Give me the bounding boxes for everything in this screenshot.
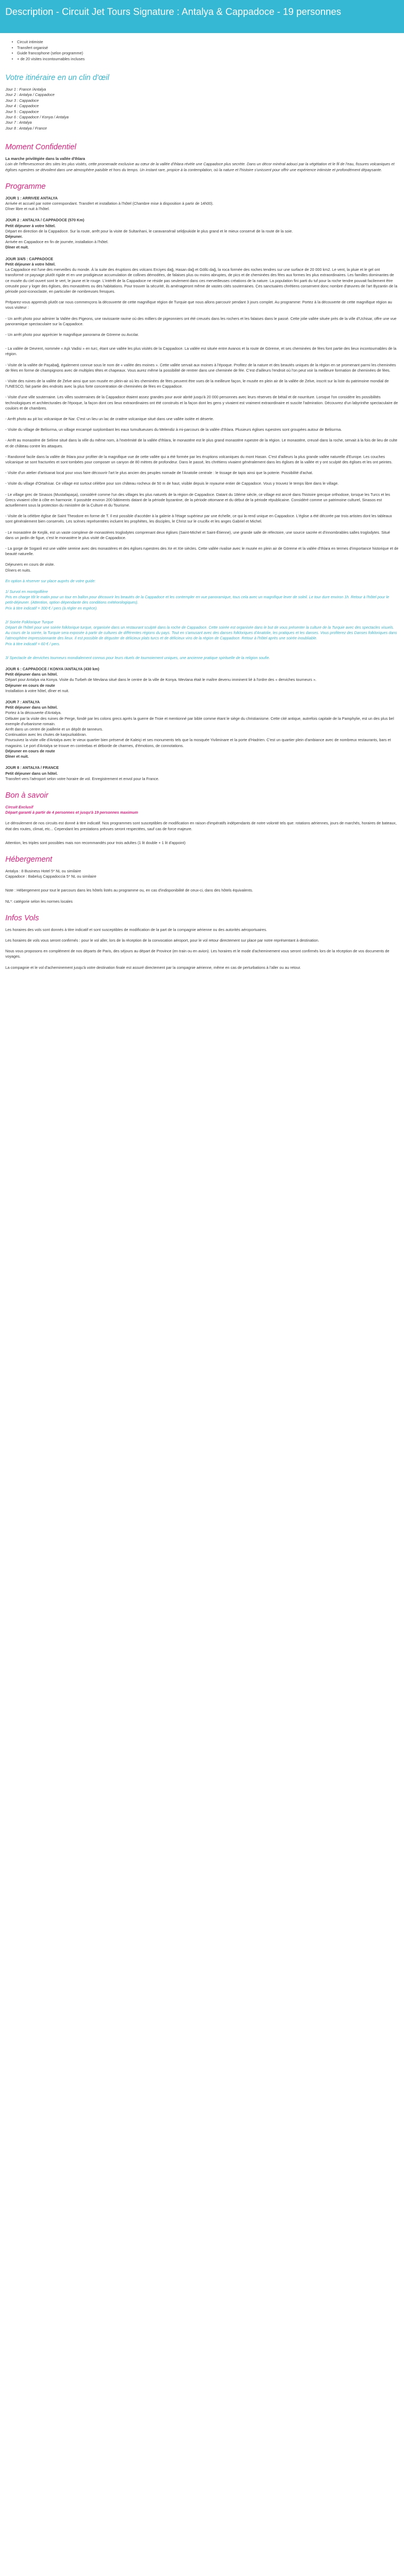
day-8-title: JOUR 8 : ANTALYA / FRANCE (5, 765, 59, 771)
day-345-title: JOUR 3/4/5 : CAPPADOCE (5, 256, 53, 261)
day-345 (5, 256, 399, 661)
day-345-bullet: - La vallée de Devrent, nommée « Aşk Vadisi » en turc, étant une vallée les plus visités de la Cappadoce. La vallée est située entre Avanos et la route de Göreme, et ses cheminées de fées font partie des lieux incontournables de la région. (5, 346, 397, 357)
day-345-bullet: - Un arrêt photo pour apprécier le magnifique panorama de Göreme ou Avcılar. (5, 332, 139, 337)
day-8 (5, 765, 399, 782)
itinerary-day: Jour 6 : Cappadoce / Konya / Antalya (5, 115, 69, 120)
itinerary-day: Jour 5 : Cappadoce (5, 109, 39, 114)
day-7-text: Portez à la découverte d'Antalya. (5, 710, 62, 716)
day-6-breakfast: Petit déjeuner dans un hôtel. (5, 672, 58, 677)
day-345-breakfast: Petit déjeuner à votre hôtel. (5, 261, 56, 267)
moment-subtitle: La marche privilégiée dans la vallée d'Ihlara (5, 156, 85, 162)
programme-title: Programme (5, 182, 46, 191)
bon-savoir-text: Attention, les triples sont possibles mais non recommandés pour trois adultes (1 lit double + 1 lit d'appoint) (5, 840, 185, 845)
option-2-price: Prix à titre indicatif = 60 € / pers. (5, 641, 60, 646)
inclusion-item: • Guide francophone (selon programme) (12, 51, 399, 57)
itinerary-day: Jour 7 : Antalya (5, 120, 32, 125)
day-2-lunch: Déjeuner. (5, 234, 23, 239)
day-345-bullet: - La gorge de Soganli est une vallée sereine avec des monastères et des églises rupestres des Xe et XIe siècles. Cette vallée rivalise avec le musée en plein air de Göreme et la vallée d'Ihlara en termes d'importance historique et de beauté naturelle. (5, 546, 399, 557)
day-345-bullet: - Arrêt photo au pit loc volcanique de Nar. C'est un lieu un lac de cratère volcanique situé dans une vallée isolée et déserte. (5, 416, 214, 421)
day-2-arrival: Arrivée en Cappadoce en fin de journée, installation à l'hôtel. (5, 239, 109, 245)
day-345-bullet: - Visite d'une ville souterraine. Les villes souterraines de la Cappadoce étaient assez grandes pour avoir abrité jusqu'à 20 000 personnes avec leurs réserves de bétail et de nourriture. Lorsque l'on considère les possibilités technologiques et architecturales de l'époque, la façon dont ces lieux extraordinaires ont été construits et la façon dont les gens y vivaient est vraiment extraordinaire et suscite l'admiration. Découvrez d'un labyrinthe spectaculaire de couloirs et de chambres. (5, 395, 398, 411)
options-intro: En option à réserver sur place auprès de votre guide: (5, 578, 96, 583)
day-7-lunch: Déjeuner en cours de route (5, 748, 55, 753)
day-7-dinner: Dîner et nuit. (5, 754, 29, 759)
hebergement-line: Cappadoce : Babeluş Cappadoccia 5* NL ou similaire (5, 874, 96, 879)
option-1-title: 1/ Survol en montgolfière (5, 589, 48, 595)
inclusion-item: • Circuit intimiste (12, 39, 399, 45)
day-345-bullet: - Visite de la célèbre église de Saint Theodore en forme de T. Il est possible d'accéder à la galerie à l'étage supérieur par une échelle, ce qui la rend unique en Cappadoce. L'église a été décorée par trois artistes dont les tableaux sont généralement bien conservés. Les scènes représentées incluent les prophètes, les disciples, le Christ sur le crucifix et les anges Gabriel et Michel. (5, 513, 392, 524)
day-1-line: Arrivée et accueil par notre correspondant. Transfert et installation à l'hôtel (Chambre mise à disposition à partir de 14h00). (5, 201, 214, 206)
day-2-title: JOUR 2 : ANTALYA / CAPPADOCE (570 Km) (5, 218, 85, 223)
day-345-bullet: - Le monastère de Keşlik, est un vaste complexe de monastères troglodytes comprenant deux églises (Saint-Michel et Saint-Étienne), une grande salle de réfectoire, une source sacrée et d'innombrables salles troglodytes. Situé dans un jardin de figue, c'est le monastère le plus visité de Cappadoce. (5, 529, 390, 540)
day-6-lunch: Déjeuner en cours de route (5, 683, 55, 688)
inclusion-item: • + de 20 visites incontournables incluses (12, 57, 399, 62)
day-7-breakfast: Petit déjeuner dans un hôtel. (5, 705, 58, 710)
itinerary-day: Jour 2 : Antalya / Cappadoce (5, 92, 55, 98)
day-6 (5, 667, 399, 694)
day-2-dinner: Dîner et nuit. (5, 245, 29, 250)
day-345-meal: Dîners et nuits. (5, 567, 31, 573)
day-345-meal: Déjeuners en cours de visite. (5, 562, 55, 567)
bon-savoir-text: Le déroulement de nos circuits est donné à titre indicatif. Nos programmes sont susceptibles de modification en raison d'impératifs indépendants de notre volonté tels que: rotations aériennes, jours de marchés, horaires de bateaux, état des routes, climat, etc... Cependant les prestations prévues seront respectées, sauf cas de force majeure. (5, 821, 397, 831)
day-2-breakfast: Petit déjeuner à votre hôtel. (5, 223, 56, 228)
infos-vols-text: La compagnie et le vol d'acheminement jusqu'à votre destination finale est assuré directement par la compagnie aérienne, même en cas de perturbations à l'aller ou au retour. (5, 965, 301, 970)
hebergement-line: Antalya : 8 Business Hotel 5* NL ou similaire (5, 868, 81, 873)
day-345-bullet: - Visite d'un atelier d'artisanat local pour vous faire découvrir l'art le plus ancien des peuples nomade de l'Anatolie centrale : le tissage de tapis ainsi que la poterie. Possibilité d'achat. (5, 470, 313, 476)
option-3: 3/ Spectacle de derviches tourneurs mondialement connus pour leurs rituels de tournoiement uniques, une ancienne pratique spirituelle de la religion soufie. (5, 655, 270, 660)
itinerary-days (5, 87, 399, 131)
day-1-line: Dîner libre et nuit à l'hôtel. (5, 206, 50, 212)
day-6-title: JOUR 6 : CAPPADOCE / KONYA /ANTALYA (430 km) (5, 667, 100, 672)
day-345-bullet: - Le village grec de Sinasos (Mustafapaşa), considéré comme l'un des villages les plus naturels de la région de Cappadoce. Datant du 18ème siècle, ce village est ancré dans l'histoire grecque orthodoxe, lorsque les Turcs et les Grecs vivaient côte à côte en harmonie. Il possède environ 200 bâtiments datant de la période byzantine, de la période ottomane et du début de la période républicaine. Considéré comme un patrimoine culturel, Sinasos est actuellement sous la protection du ministère de la Culture et du Tourisme. (5, 492, 390, 508)
infos-vols-text: Les horaires de vols vous seront confirmés : pour le vol aller, lors de la réception de la convocation aéroport, pour le vol retour directement sur place par notre représentant à destination. (5, 937, 319, 943)
day-345-bullet: - Visite des ruines de la vallée de Zelve ainsi que son musée en plein-air où les cheminées de fées peuvent être vues de la meilleure façon, le musée en plein air de la vallée de Zelve, inscrit sur la liste du patrimoine mondial de l'UNESCO, fait partie des endroits avec la plus forte concentration de cheminées de fées en Cappadoce. (5, 378, 389, 389)
itinerary-title: Votre itinéraire en un clin d'œil (5, 74, 109, 82)
day-345-bullet: - Visite de la vallée de Paşabağ, également connue sous le nom de « vallée des moines ». Cette vallée servait aux moines à l'époque. Profitez de la nature et des beautés uniques de la région en se promenant parmi les cheminées de fées en forme de champignons avec de multiples têtes et chapeaux. Vous aurez même la possibilité de rentrer dans une cheminée de fée. C'est d'ailleurs l'endroit où l'on peut voir la meilleure formation de cheminées de fées. (5, 362, 396, 373)
day-6-text: Départ pour Antalya via Konya. Visite du Turbeh de Mevlana situé dans le centre de la ville de Konya. Mevlana était le maître devenu imminent lié à l'ordre des « derviches tourneurs ». (5, 677, 317, 683)
day-2-text: Départ en direction de la Cappadoce. Sur la route, arrêt pour la visite de Sultanhani, le caravansérail seldjoukide le plus grand et le mieux conservé de la route de la soie. (5, 228, 293, 234)
day-7-title: JOUR 7 : ANTALYA (5, 700, 40, 705)
day-8-text: Transfert vers l'aéroport selon votre horaire de vol. Enregistrement et envol pour la France. (5, 776, 159, 781)
inclusion-item: • Transfert organisé (12, 45, 399, 51)
day-7-text: Poursuivez la visite ville d'Antalya avec le vieux quartier bien préservé de Kaleiçi et ses monuments tels que la mosquée Yivliminare et la porte d'Hadrien. C'est un quartier plein d'ambiance avec de nombreux restaurants, bars et magasins. Le port d'Antalya se trouve en contrebas et déborde de charmes, d'émotions, de connotations. (5, 737, 391, 748)
bon-savoir-label: Circuit Exclusif (5, 804, 34, 809)
day-1 (5, 196, 399, 212)
day-6-arrival: Installation à votre hôtel, dîner et nuit. (5, 688, 69, 693)
main-content (0, 33, 404, 970)
day-345-bullet: - Un arrêt photo pour admirer la Vallée des Pigeons, une ravissante ravine où des milliers de pigeonniers ont été creusés dans les rochers et les falaises dans le passé. Cette jolie vallée située près de la ville d'Uchisar, offre une vue panoramique spectaculaire sur la Cappadoce. (5, 316, 397, 326)
day-345-bullet: - Visite du village d'Ortahisar. Ce village est surtout célèbre pour son château rocheux de 50 m de haut, visible depuis le royaume entier de Cappadoce. Vous y trouvez le temps libre dans le village. (5, 481, 339, 486)
moment-title: Moment Confidentiel (5, 143, 76, 152)
day-2 (5, 218, 399, 250)
day-345-intro: La Cappadoce est l'une des merveilles du monde. À la suite des éruptions des volcans Erciyes dağ, Hasan dağ et Göllü dağ, la roca formée des roches tendres sur une surface de 20 000 km2. Le vent, la pluie et le gel ont transformé ce paysage plutôt rigide et en une prodigieuse accumulation de collines démodées, de falaises plus ou moins abruptes, de pics et de cheminées des fées aux formes les plus extraordinaires. Les familles dominantes de ce musée du ciel ouvert sont le vert, le jaune et le rouge. L'intérêt de la Cappadoce ne réside pas seulement dans ces merveilleuses créations de la nature. La population fini parti du tuf pour la roche tendre pouvait facilement être creusée pour y loger des églises, des monastères ou des habitations. Pour trouver la sécurité, ils aménageront même de vastes cités souterraines. Ces sanctuaires chrétiens conservent donc nombre d'œuvres de l'art Byzantin de la période post-iconoclaste, en particulier de nombreuses fresques. (5, 267, 398, 294)
hebergement-note: NL*: catégorie selon les normes locales (5, 898, 73, 904)
day-8-breakfast: Petit déjeuner dans un hôtel. (5, 771, 58, 776)
day-7-text: Continuation avec les chutes de karpuzkaldıran. (5, 732, 87, 737)
day-345-bullet: - Arrêt au monastère de Selime situé dans la ville du même nom, à l'extrémité de la vallée d'Ihlara, le monastère est le plus grand monastère rupestre de la région. Le monastère, creusé dans la roche, servait à la fois de lieu de culte et de château contre les attaques. (5, 438, 398, 448)
day-7-text: Arrêt dans un centre de joaillerie et un dépôt de tanneurs. (5, 727, 103, 732)
day-345-bullet: - Visite du village de Belisırma, un village encampé surplombant les eaux tumultueuses du Melendiz à mi-parcours de la vallée d'Ihlara. Plusieurs églises rupestres sont groupées autour de Belisırma. (5, 427, 342, 432)
page-header (0, 0, 404, 33)
page (0, 0, 404, 986)
day-345-prepare: Préparez-vous apprends plutôt car nous commençons la découverte de cette magnifique région de Turquie que nous allons parcourir pendant 3 jours complet. Au programme: Portez à la découverte de cette magnifique région au vous visiteur : (5, 300, 392, 310)
infos-vols-title: Infos Vols (5, 913, 39, 922)
bon-savoir-title: Bon à savoir (5, 791, 49, 800)
itinerary-day: Jour 8 : Antalya / France (5, 125, 47, 131)
infos-vols-text: Les horaires des vols sont donnés à titre indicatif et sont susceptibles de modification de la part de la compagnie aérienne ou des autorités aéroportuaires. (5, 927, 268, 932)
inclusions-list (12, 39, 399, 62)
option-2-text: Départ de l'hôtel pour une soirée folklorique turque, organisée dans un restaurant sculpté dans la roche de Cappadoce. Cette soirée est organisée dans le but de vous présenter la culture de la Turquie avec des spectacles visuels. Au cours de la soirée, la Turquie sera exposée à partir de cultures de différentes régions du pays. Tout en s'amusant avec des danses folkloriques d'Anatolie, les pratiques et les danses. Vous profiterez des Danses folkloriques dans l'atmosphère impressionnante des lieux. Il est possible de déguster de délicieux plats turcs et de délicieux vins de la région de Cappadoce. Retour à l'hôtel après une soirée inoubliable. (5, 625, 397, 641)
bon-savoir-label: Départ garanti à partir de 4 personnes et jusqu'à 19 personnes maximum (5, 810, 138, 815)
hebergement-title: Hébergement (5, 855, 52, 864)
option-1-price: Prix à titre indicatif = 300 € / pers (à régler en espèce). (5, 605, 98, 611)
hebergement-note: Note : Hébergement pour tout le parcours dans les hôtels listés au programme ou, en cas d'indisponibilité de ceux-ci, dans des hôtels équivalents. (5, 888, 253, 893)
day-7-text: Débuter par la visite des ruines de Perge, fondé par les colons grecs après la guerre de Troie et mentionné par bible comme étant le siège du christianisme. Cette cité antique, autrefois capitale de la Pamphylie, est un des plus bel exemple d'urbanisme romain. (5, 716, 394, 726)
option-1-text: Pris en charge tôt le matin pour un tour en ballon pour découvrir les beautés de la Cappadoce et les contempler en vue panoramique, tous cela avec un magnifique lever de soleil. Le tour dure environ 1h. Retour à l'hôtel pour le petit-déjeuner. (Attention, option dépendante des conditions météorologiques). (5, 595, 390, 605)
moment-text: Loin de l'effervescence des sites les plus visités, cette promenade exclusive au cœur de la vallée d'Ihlara révèle une Cappadoce plus secrète. Dans un décor minéral adouci par la végétation et le fil de l'eau, fissures volcaniques et églises rupestres se dévoilent dans une atmosphère paisible et hors du temps. Un instant rare, propice à la contemplation, où la nature et l'histoire s'unissent pour offrir une expérience intimiste et profondément dépaysante. (5, 162, 395, 172)
day-345-bullet: - Randonné facile dans la vallée de Ihlara pour profiter de la magnifique vue de cette vallée qui a été formée par les éruptions volcaniques du mont Hasan. C'est d'ailleurs la plus grande vallée naturelle d'Europe. Les couches volcanique se sont fracturées et sont tombées pour composer un canyon de 80 mètres de profondeur. Dans le passé, les chrétiens vivaient généralement dans les églises de la vallée et y ont sculpté des églises et les ont peintes. (5, 454, 393, 464)
itinerary-day: Jour 1 : France /Antalya (5, 87, 46, 92)
day-7 (5, 700, 399, 759)
option-2-title: 2/ Soirée Folklorique Turque (5, 619, 54, 624)
itinerary-day: Jour 4 : Cappadoce (5, 103, 39, 109)
infos-vols-text: Nous vous proposons en complément de nos départs de Paris, des séjours au départ de Province (en train ou en avion). Les horaires et le mode d'acheminement vous seront confirmés lors de la réception de vos documents de voyages. (5, 949, 390, 959)
itinerary-day: Jour 3 : Cappadoce (5, 98, 39, 103)
page-title: Description - Circuit Jet Tours Signature : Antalya & Cappadoce - 19 personnes (5, 6, 341, 17)
day-1-title: JOUR 1 : ARRIVEE ANTALYA (5, 195, 58, 200)
